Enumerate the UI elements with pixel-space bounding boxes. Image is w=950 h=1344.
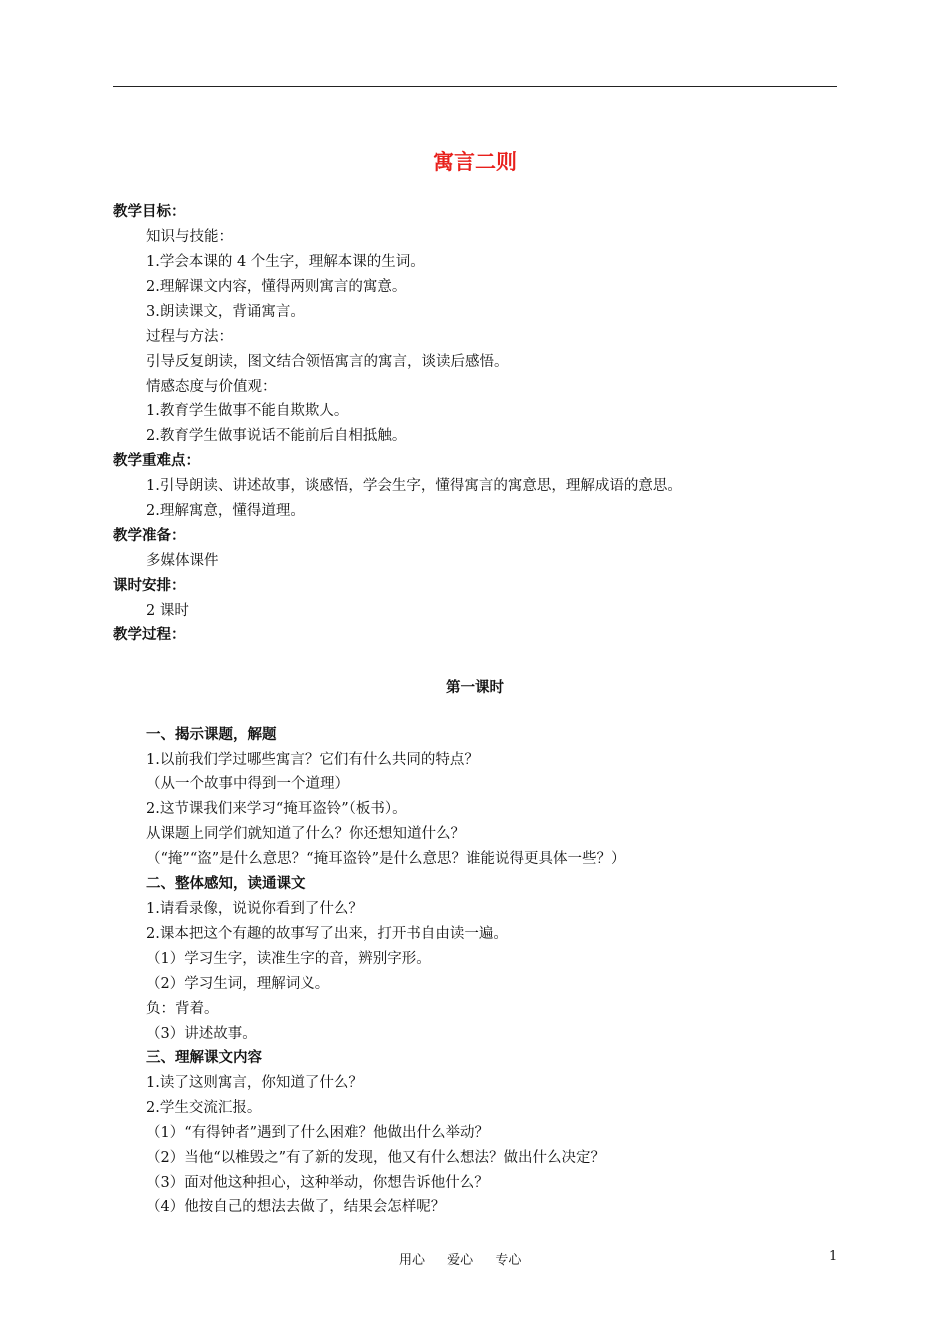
preparation-heading: 教学准备： xyxy=(113,528,186,544)
section-line: 2.课本把这个有趣的故事写了出来，打开书自由读一遍。 xyxy=(146,926,508,942)
objective-line: 3.朗读课文，背诵寓言。 xyxy=(146,304,305,320)
section-line: （4）他按自己的想法去做了，结果会怎样呢？ xyxy=(146,1199,446,1215)
section-line: （3）讲述故事。 xyxy=(146,1026,257,1042)
section-heading: 二、整体感知，读通课文 xyxy=(146,876,306,892)
footer-slogan xyxy=(399,1249,539,1268)
section-line: （2）学习生词，理解词义。 xyxy=(146,976,330,992)
section-line: 负：背着。 xyxy=(146,1001,219,1017)
process-heading: 教学过程： xyxy=(113,627,186,643)
objective-line: 知识与技能： xyxy=(146,229,233,245)
page-number: 1 xyxy=(829,1249,838,1264)
footer-left: 用心 xyxy=(399,1253,426,1268)
preparation-text: 多媒体课件 xyxy=(146,553,219,569)
document-title: 寓言二则 xyxy=(433,150,517,174)
section-line: 1.以前我们学过哪些寓言？它们有什么共同的特点？ xyxy=(146,752,479,768)
objective-line: 2.教育学生做事说话不能前后自相抵触。 xyxy=(146,428,407,444)
section-line: （1）学习生字，读准生字的音，辨别字形。 xyxy=(146,951,431,967)
section-line: 2.学生交流汇报。 xyxy=(146,1100,262,1116)
objective-line: 1.学会本课的 4 个生字，理解本课的生词。 xyxy=(146,254,425,270)
section-line: 从课题上同学们就知道了什么？你还想知道什么？ xyxy=(146,826,465,842)
footer-right: 专心 xyxy=(495,1253,522,1268)
schedule-text: 2 课时 xyxy=(146,603,189,619)
objectives-heading: 教学目标： xyxy=(113,204,186,220)
section-line: （1）“有得钟者”遇到了什么困难？他做出什么举动？ xyxy=(146,1125,490,1141)
objective-line: 2.理解课文内容，懂得两则寓言的寓意。 xyxy=(146,279,407,295)
section-line: 2.这节课我们来学习“掩耳盗铃”（板书）。 xyxy=(146,801,407,817)
section-line: （3）面对他这种担心，这种举动，你想告诉他什么？ xyxy=(146,1175,489,1191)
header-rule xyxy=(113,86,837,87)
schedule-heading: 课时安排： xyxy=(113,578,186,594)
difficulty-line: 2.理解寓意，懂得道理。 xyxy=(146,503,305,519)
objective-line: 情感态度与价值观： xyxy=(146,379,277,395)
section-line: 1.请看录像，说说你看到了什么？ xyxy=(146,901,363,917)
objective-line: 1.教育学生做事不能自欺欺人。 xyxy=(146,403,349,419)
section-heading: 一、揭示课题，解题 xyxy=(146,727,277,743)
section-line: （2）当他“以椎毁之”有了新的发现，他又有什么想法？做出什么决定？ xyxy=(146,1150,606,1166)
section-line: （“掩”“盗”是什么意思？“掩耳盗铃”是什么意思？谁能说得更具体一些？） xyxy=(146,851,626,867)
objective-line: 引导反复朗读，图文结合领悟寓言的寓言，谈读后感悟。 xyxy=(146,354,509,370)
section-line: 1.读了这则寓言，你知道了什么？ xyxy=(146,1075,363,1091)
difficulty-line: 1.引导朗读、讲述故事，谈感悟，学会生字，懂得寓言的寓意思，理解成语的意思。 xyxy=(146,478,682,494)
difficulties-heading: 教学重难点： xyxy=(113,453,200,469)
footer-middle: 爱心 xyxy=(447,1253,474,1268)
lesson-title: 第一课时 xyxy=(446,680,504,696)
objective-line: 过程与方法： xyxy=(146,329,233,345)
section-line: （从一个故事中得到一个道理） xyxy=(146,776,349,792)
section-heading: 三、理解课文内容 xyxy=(146,1050,262,1066)
